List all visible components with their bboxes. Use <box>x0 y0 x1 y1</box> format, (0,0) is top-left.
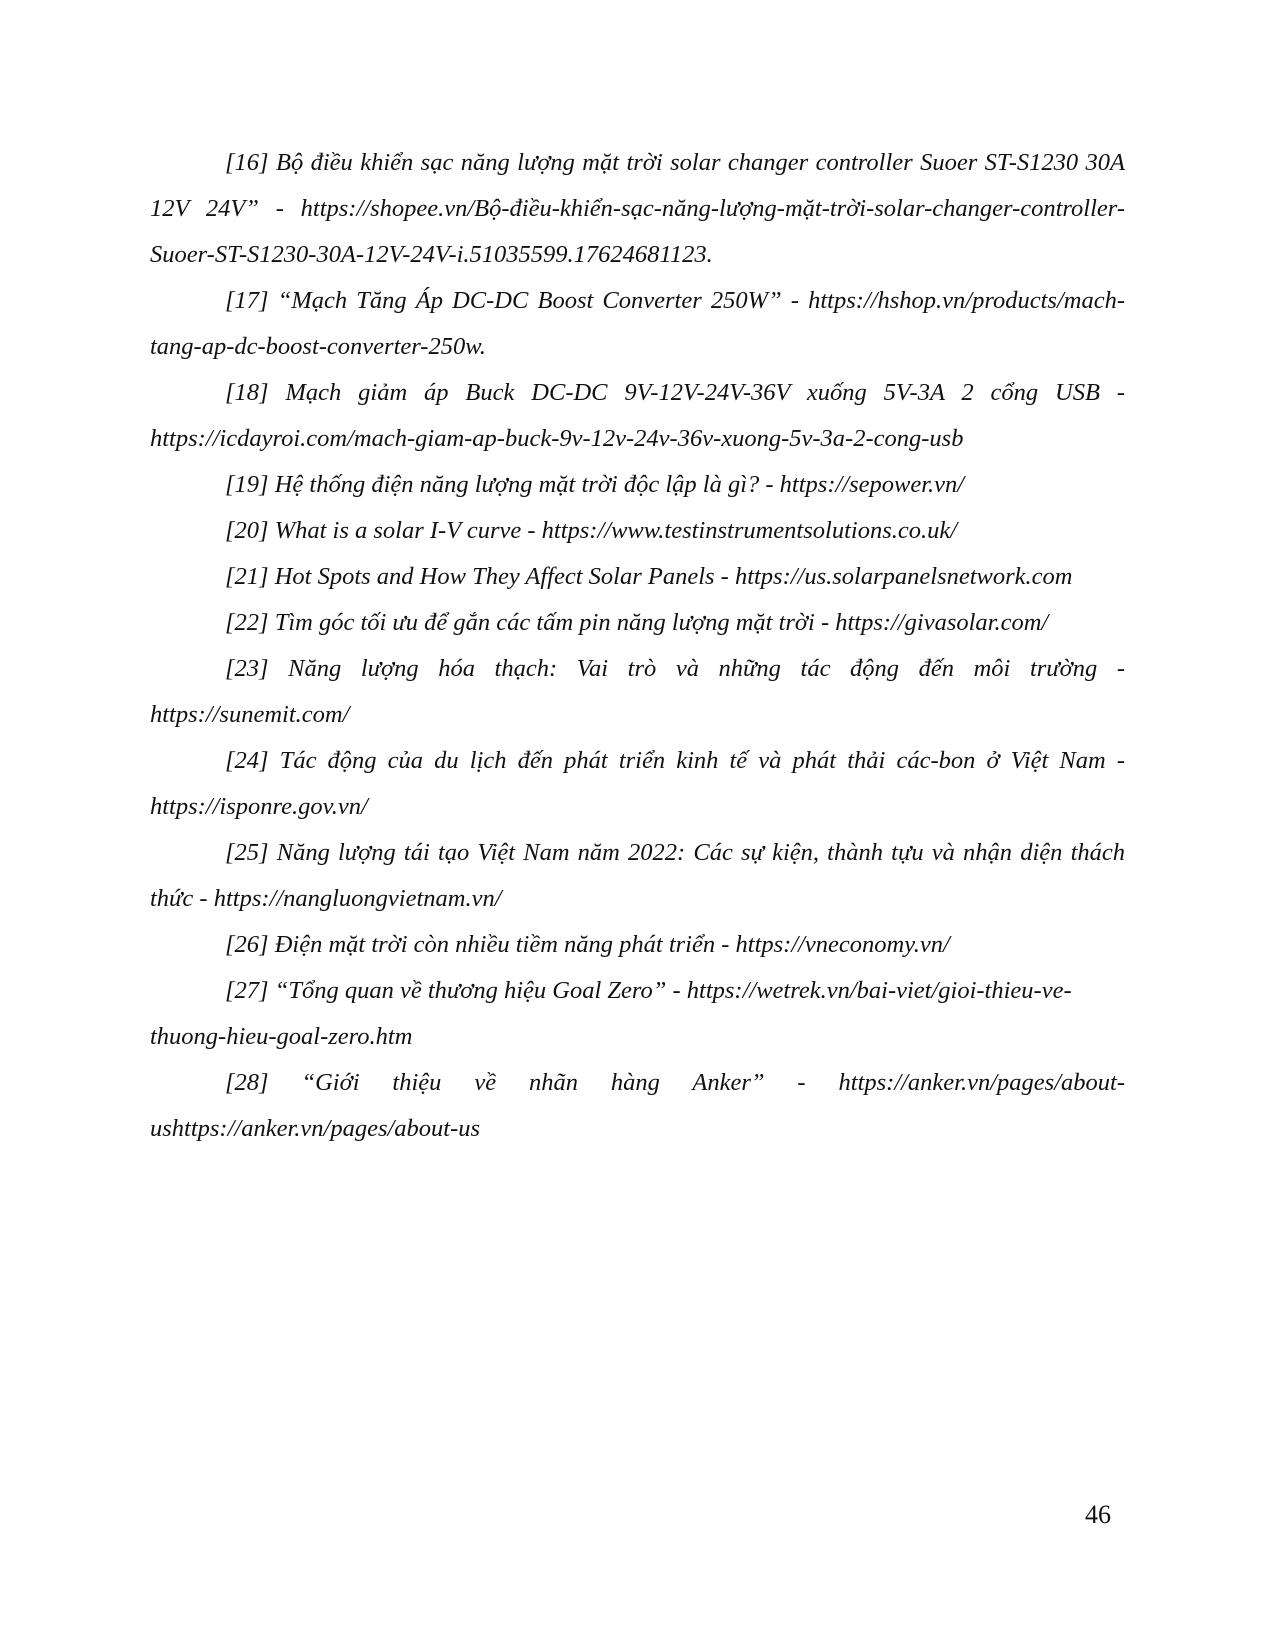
page-number: 46 <box>1085 1500 1111 1529</box>
reference-26: [26] Điện mặt trời còn nhiều tiềm năng phát triển - https://vneconomy.vn/ <box>225 931 950 958</box>
reference-17: [17] “Mạch Tăng Áp DC-DC Boost Converter 250W” - https://hshop.vn/products/mach-tang-ap-dc-boost-converter-250w. <box>150 287 1125 360</box>
reference-25: [25] Năng lượng tái tạo Việt Nam năm 2022: Các sự kiện, thành tựu và nhận diện thách thức - https://nangluongvietnam.vn/ <box>150 839 1125 912</box>
reference-28: [28] “Giới thiệu về nhãn hàng Anker” - https://anker.vn/pages/about-ushttps://anker.vn/pages/about-us <box>150 1069 1125 1142</box>
reference-18: [18] Mạch giảm áp Buck DC-DC 9V-12V-24V-36V xuống 5V-3A 2 cổng USB - https://icdayroi.com/mach-giam-ap-buck-9v-12v-24v-36v-xuong-5v-3a-2-cong-usb <box>150 379 1125 452</box>
reference-24: [24] Tác động của du lịch đến phát triển kinh tế và phát thải các-bon ở Việt Nam - https://isponre.gov.vn/ <box>150 747 1125 820</box>
reference-16: [16] Bộ điều khiển sạc năng lượng mặt trời solar changer controller Suoer ST-S1230 30A 12V 24V” - https://shopee.vn/Bộ-điều-khiển-sạc-năng-lượng-mặt-trời-solar-changer-controller-Suoer-ST-S1230-30A-12V-24V-i.51035599.17624681123. <box>150 149 1125 268</box>
reference-19: [19] Hệ thống điện năng lượng mặt trời độc lập là gì? - https://sepower.vn/ <box>225 471 965 498</box>
reference-21: [21] Hot Spots and How They Affect Solar Panels - https://us.solarpanelsnetwork.com <box>225 563 1073 590</box>
reference-22: [22] Tìm góc tối ưu để gắn các tấm pin năng lượng mặt trời - https://givasolar.com/ <box>225 609 1049 636</box>
reference-27: [27] “Tổng quan về thương hiệu Goal Zero” - https://wetrek.vn/bai-viet/gioi-thieu-ve-thuong-hieu-goal-zero.htm <box>150 977 1072 1050</box>
references-list <box>150 140 1125 1152</box>
reference-23: [23] Năng lượng hóa thạch: Vai trò và những tác động đến môi trường - https://sunemit.com/ <box>150 655 1125 728</box>
reference-20: [20] What is a solar I-V curve - https://www.testinstrumentsolutions.co.uk/ <box>225 517 958 544</box>
